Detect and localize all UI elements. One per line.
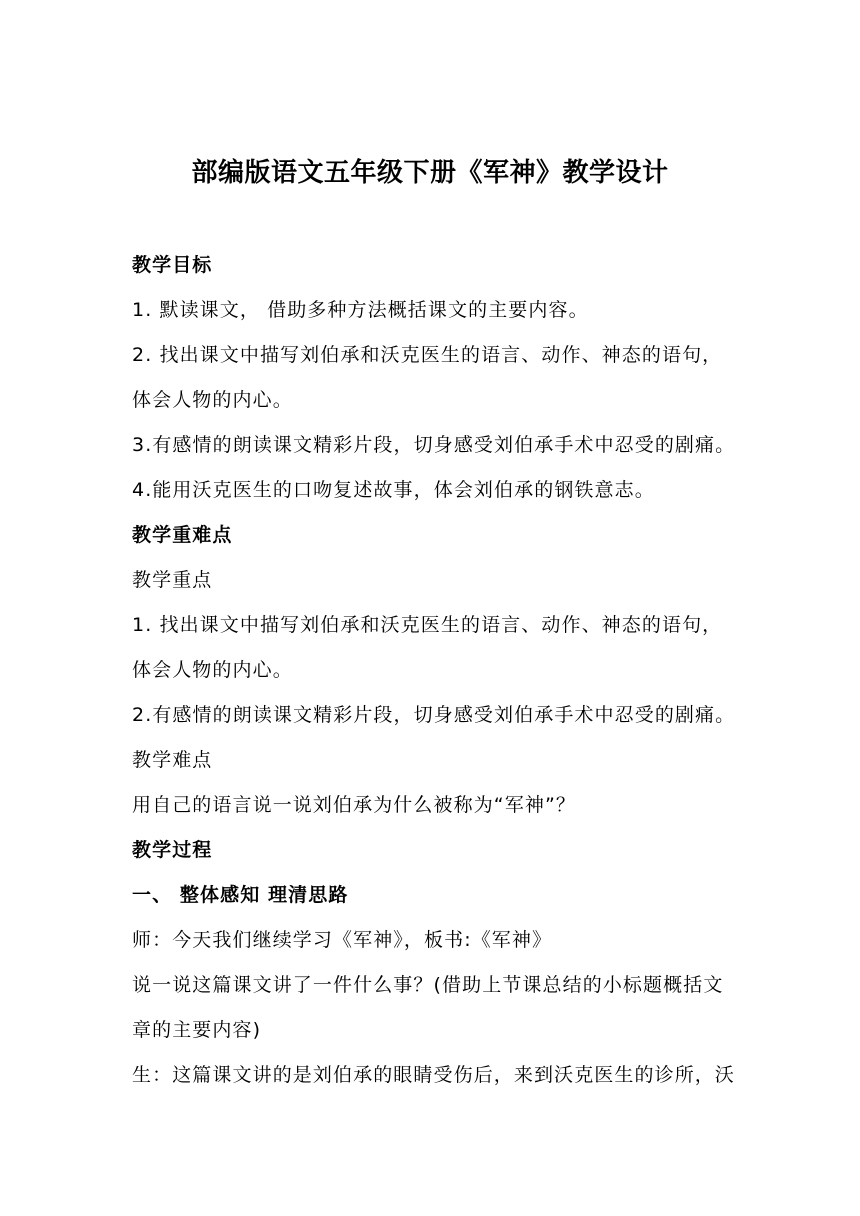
paragraph-line: 1. 默读课文， 借助多种方法概括课文的主要内容。 — [132, 299, 589, 321]
paragraph-line: 体会人物的内心。 — [132, 659, 293, 681]
subheading-difficulties: 教学难点 — [132, 749, 213, 771]
paragraph-line: 生：这篇课文讲的是刘伯承的眼睛受伤后，来到沃克医生的诊所，沃 — [132, 1064, 736, 1086]
paragraph-line: 4.能用沃克医生的口吻复述故事，体会刘伯承的钢铁意志。 — [132, 479, 655, 501]
paragraph-line: 2. 找出课文中描写刘伯承和沃克医生的语言、动作、神态的语句， — [132, 344, 723, 366]
paragraph-line: 3.有感情的朗读课文精彩片段，切身感受刘伯承手术中忍受的剧痛。 — [132, 434, 736, 456]
document-title: 部编版语文五年级下册《军神》教学设计 — [191, 158, 669, 188]
paragraph-line: 章的主要内容) — [132, 1019, 262, 1041]
paragraph-line: 师：今天我们继续学习《军神》，板书:《军神》 — [132, 929, 553, 951]
subsection-heading: 一、 整体感知 理清思路 — [132, 884, 349, 906]
paragraph-line: 1. 找出课文中描写刘伯承和沃克医生的语言、动作、神态的语句， — [132, 614, 723, 636]
section-heading-objectives: 教学目标 — [132, 254, 213, 276]
paragraph-line: 说一说这篇课文讲了一件什么事？(借助上节课总结的小标题概括文 — [132, 974, 724, 996]
paragraph-line: 2.有感情的朗读课文精彩片段，切身感受刘伯承手术中忍受的剧痛。 — [132, 704, 736, 726]
section-heading-key-points: 教学重难点 — [132, 524, 233, 546]
subheading-key-points: 教学重点 — [132, 569, 213, 591]
paragraph-line: 体会人物的内心。 — [132, 389, 293, 411]
section-heading-process: 教学过程 — [132, 839, 213, 861]
paragraph-line: 用自己的语言说一说刘伯承为什么被称为“军神”？ — [132, 794, 576, 816]
document-body — [132, 243, 736, 1098]
